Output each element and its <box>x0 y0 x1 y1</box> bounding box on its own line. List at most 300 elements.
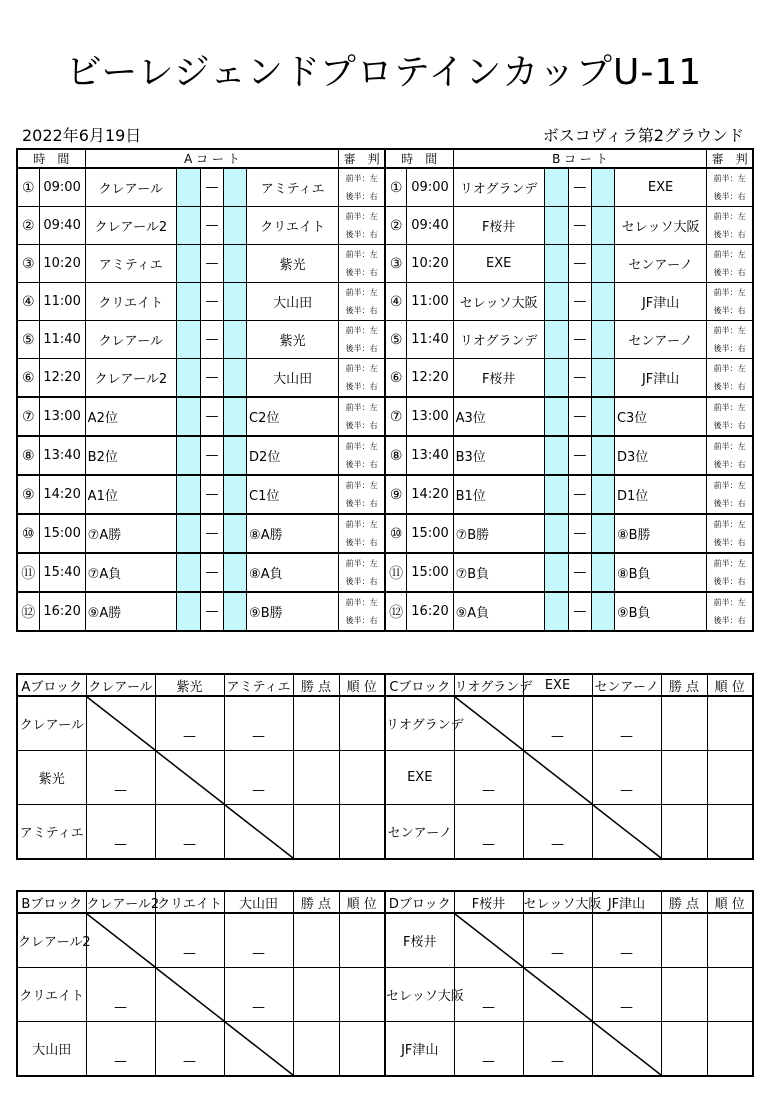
vs-dash: — <box>200 553 223 592</box>
block-name: Bブロック <box>17 891 86 913</box>
block-row <box>17 751 753 805</box>
match-number: ③ <box>385 245 407 283</box>
referee-second-half: 後半：右 <box>345 420 378 430</box>
match-row <box>17 436 753 475</box>
score-cell <box>591 592 614 631</box>
rank-cell <box>707 968 753 1022</box>
block-row <box>17 968 753 1022</box>
match-number: ⑪ <box>385 553 407 592</box>
court-a-team1: B2位 <box>85 436 176 475</box>
vs-dash: — <box>200 397 223 436</box>
score-cell <box>591 397 614 436</box>
referee-second-half: 後半：右 <box>713 498 746 508</box>
match-time-b: 10:20 <box>407 245 453 283</box>
result-cell: — <box>86 751 155 805</box>
block-row <box>17 696 753 751</box>
vs-dash: — <box>200 207 223 245</box>
court-b-team1: ⑦B負 <box>453 553 544 592</box>
block-name: Aブロック <box>17 674 86 696</box>
diagonal-cell <box>523 751 592 805</box>
referee-first-half: 前半：左 <box>345 173 378 183</box>
referee-first-half: 前半：左 <box>345 519 378 529</box>
referee-second-half: 後半：右 <box>713 537 746 547</box>
court-a-team2: 紫光 <box>247 245 339 283</box>
schedule-header-row <box>17 149 753 168</box>
match-time-b: 13:00 <box>407 397 453 436</box>
score-cell <box>176 475 200 514</box>
score-cell <box>224 168 247 207</box>
vs-dash: — <box>568 245 591 283</box>
score-cell <box>176 592 200 631</box>
referee-first-half: 前半：左 <box>713 597 746 607</box>
referee-first-half: 前半：左 <box>345 287 378 297</box>
result-cell: — <box>592 751 661 805</box>
referee-second-half: 後半：右 <box>345 229 378 239</box>
referee-second-half: 後半：右 <box>345 381 378 391</box>
referee-second-half: 後半：右 <box>345 576 378 586</box>
score-cell <box>176 245 200 283</box>
points-cell <box>293 696 339 751</box>
result-cell: — <box>224 696 293 751</box>
match-time-b: 11:40 <box>407 321 453 359</box>
block-row-team: クレアール <box>17 696 86 751</box>
result-cell: — <box>155 913 224 968</box>
points-cell <box>661 1022 707 1077</box>
vs-dash: — <box>200 475 223 514</box>
referee-cell <box>339 207 385 245</box>
referee-first-half: 前半：左 <box>713 173 746 183</box>
referee-cell <box>339 359 385 398</box>
score-cell <box>176 283 200 321</box>
match-number: ② <box>385 207 407 245</box>
score-cell <box>224 553 247 592</box>
vs-dash: — <box>568 283 591 321</box>
block-col-team: クリエイト <box>155 891 224 913</box>
referee-cell <box>707 514 753 553</box>
result-cell: — <box>592 696 661 751</box>
court-a-team2: 大山田 <box>247 359 339 398</box>
result-cell: — <box>224 913 293 968</box>
court-b-team1: EXE <box>453 245 544 283</box>
court-b-team1: リオグランデ <box>453 321 544 359</box>
score-cell <box>544 245 568 283</box>
match-row <box>17 553 753 592</box>
block-row-team: F桜井 <box>385 913 454 968</box>
court-b-team2: センアーノ <box>614 245 706 283</box>
referee-second-half: 後半：右 <box>713 305 746 315</box>
match-time-b: 16:20 <box>407 592 453 631</box>
block-col-team: クレアール2 <box>86 891 155 913</box>
rank-cell <box>707 1022 753 1077</box>
score-cell <box>591 168 614 207</box>
match-number: ⑫ <box>385 592 407 631</box>
diagonal-cell <box>224 1022 293 1077</box>
result-cell: — <box>86 805 155 860</box>
court-b-header: B コ ー ト <box>453 149 707 168</box>
result-cell: — <box>86 1022 155 1077</box>
block-row-team: センアーノ <box>385 805 454 860</box>
court-a-team1: クレアール <box>85 321 176 359</box>
match-number: ④ <box>17 283 39 321</box>
block-col-team: F桜井 <box>454 891 523 913</box>
score-cell <box>224 436 247 475</box>
score-cell <box>544 592 568 631</box>
referee-cell <box>339 283 385 321</box>
referee-cell <box>707 283 753 321</box>
referee-second-half: 後半：右 <box>713 615 746 625</box>
referee-second-half: 後半：右 <box>713 576 746 586</box>
court-b-team2: JF津山 <box>614 359 706 398</box>
score-cell <box>544 321 568 359</box>
match-number: ② <box>17 207 39 245</box>
points-cell <box>661 696 707 751</box>
referee-second-half: 後半：右 <box>345 305 378 315</box>
score-cell <box>176 168 200 207</box>
referee-header: 審 判 <box>707 149 753 168</box>
match-row <box>17 359 753 398</box>
rank-header: 順 位 <box>707 674 753 696</box>
referee-cell <box>339 397 385 436</box>
vs-dash: — <box>568 475 591 514</box>
block-col-team: EXE <box>523 674 592 696</box>
score-cell <box>544 207 568 245</box>
match-number: ③ <box>17 245 39 283</box>
block-name: Cブロック <box>385 674 454 696</box>
block-header-row <box>17 674 753 696</box>
block-col-team: リオグランデ <box>454 674 523 696</box>
score-cell <box>224 207 247 245</box>
score-cell <box>591 514 614 553</box>
court-b-team1: ⑦B勝 <box>453 514 544 553</box>
vs-dash: — <box>200 321 223 359</box>
result-cell: — <box>454 805 523 860</box>
vs-dash: — <box>200 245 223 283</box>
referee-first-half: 前半：左 <box>713 519 746 529</box>
referee-first-half: 前半：左 <box>345 363 378 373</box>
referee-cell <box>707 553 753 592</box>
diagonal-cell <box>86 913 155 968</box>
referee-cell <box>339 592 385 631</box>
court-a-header: A コ ー ト <box>85 149 339 168</box>
block-name: Dブロック <box>385 891 454 913</box>
result-cell: — <box>592 913 661 968</box>
block-row-team: セレッソ大阪 <box>385 968 454 1022</box>
score-cell <box>176 397 200 436</box>
block-row-team: 紫光 <box>17 751 86 805</box>
court-b-team2: ⑨B負 <box>614 592 706 631</box>
vs-dash: — <box>568 359 591 398</box>
court-a-team1: ⑦A勝 <box>85 514 176 553</box>
result-cell: — <box>523 805 592 860</box>
court-b-team2: D1位 <box>614 475 706 514</box>
court-b-team1: B3位 <box>453 436 544 475</box>
court-b-team2: ⑧B勝 <box>614 514 706 553</box>
referee-second-half: 後半：右 <box>713 343 746 353</box>
referee-first-half: 前半：左 <box>345 597 378 607</box>
points-header: 勝 点 <box>293 891 339 913</box>
match-number: ① <box>385 168 407 207</box>
match-row <box>17 592 753 631</box>
score-cell <box>176 321 200 359</box>
court-a-team1: ⑦A負 <box>85 553 176 592</box>
diagonal-cell <box>592 805 661 860</box>
score-cell <box>176 436 200 475</box>
court-b-team1: B1位 <box>453 475 544 514</box>
referee-cell <box>707 207 753 245</box>
court-a-team1: クリエイト <box>85 283 176 321</box>
court-a-team2: ⑧A勝 <box>247 514 339 553</box>
referee-second-half: 後半：右 <box>713 191 746 201</box>
result-cell: — <box>86 968 155 1022</box>
points-header: 勝 点 <box>661 674 707 696</box>
points-cell <box>661 805 707 860</box>
vs-dash: — <box>568 321 591 359</box>
block-row-team: クリエイト <box>17 968 86 1022</box>
referee-cell <box>707 475 753 514</box>
block-row-team: JF津山 <box>385 1022 454 1077</box>
match-row <box>17 168 753 207</box>
score-cell <box>176 359 200 398</box>
block-row-team: アミティエ <box>17 805 86 860</box>
match-time-a: 13:00 <box>39 397 85 436</box>
score-cell <box>591 321 614 359</box>
result-cell: — <box>454 968 523 1022</box>
points-cell <box>293 913 339 968</box>
referee-cell <box>707 436 753 475</box>
court-b-team1: F桜井 <box>453 359 544 398</box>
referee-second-half: 後半：右 <box>345 191 378 201</box>
rank-cell <box>339 696 385 751</box>
match-row <box>17 321 753 359</box>
court-a-team2: アミティエ <box>247 168 339 207</box>
referee-cell <box>339 321 385 359</box>
vs-dash: — <box>568 207 591 245</box>
time-header: 時 間 <box>17 149 85 168</box>
referee-second-half: 後半：右 <box>345 498 378 508</box>
match-time-a: 09:40 <box>39 207 85 245</box>
court-b-team1: F桜井 <box>453 207 544 245</box>
vs-dash: — <box>568 553 591 592</box>
match-number: ⑧ <box>385 436 407 475</box>
court-a-team1: ⑨A勝 <box>85 592 176 631</box>
result-cell: — <box>155 805 224 860</box>
result-cell: — <box>224 968 293 1022</box>
court-b-team1: ⑨A負 <box>453 592 544 631</box>
referee-first-half: 前半：左 <box>713 441 746 451</box>
vs-dash: — <box>568 397 591 436</box>
score-cell <box>544 475 568 514</box>
page-title: ビーレジェンドプロテインカップU-11 <box>65 52 703 93</box>
court-b-team2: センアーノ <box>614 321 706 359</box>
referee-cell <box>339 436 385 475</box>
block-row-team: クレアール2 <box>17 913 86 968</box>
match-number: ⑫ <box>17 592 39 631</box>
venue-name: ボスコヴィラ第2グラウンド <box>542 126 744 145</box>
vs-dash: — <box>200 592 223 631</box>
diagonal-cell <box>592 1022 661 1077</box>
court-b-team2: セレッソ大阪 <box>614 207 706 245</box>
score-cell <box>544 168 568 207</box>
score-cell <box>224 592 247 631</box>
result-cell: — <box>155 696 224 751</box>
score-cell <box>591 475 614 514</box>
referee-cell <box>707 397 753 436</box>
match-time-a: 10:20 <box>39 245 85 283</box>
referee-cell <box>339 245 385 283</box>
schedule-table <box>16 148 754 632</box>
referee-cell <box>707 359 753 398</box>
match-time-a: 16:20 <box>39 592 85 631</box>
block-header-row <box>17 891 753 913</box>
referee-first-half: 前半：左 <box>713 249 746 259</box>
referee-second-half: 後半：右 <box>713 229 746 239</box>
referee-header: 審 判 <box>339 149 385 168</box>
diagonal-cell <box>523 968 592 1022</box>
referee-second-half: 後半：右 <box>345 615 378 625</box>
court-b-team1: A3位 <box>453 397 544 436</box>
match-time-a: 13:40 <box>39 436 85 475</box>
court-a-team2: D2位 <box>247 436 339 475</box>
referee-first-half: 前半：左 <box>713 325 746 335</box>
court-b-team2: JF津山 <box>614 283 706 321</box>
court-a-team2: ⑨B勝 <box>247 592 339 631</box>
match-time-b: 09:00 <box>407 168 453 207</box>
match-time-a: 15:00 <box>39 514 85 553</box>
match-number: ⑥ <box>17 359 39 398</box>
score-cell <box>176 207 200 245</box>
block-col-team: アミティエ <box>224 674 293 696</box>
block-row <box>17 1022 753 1077</box>
block-col-team: JF津山 <box>592 891 661 913</box>
block-col-team: 大山田 <box>224 891 293 913</box>
rank-cell <box>339 751 385 805</box>
block-row <box>17 805 753 860</box>
block-col-team: 紫光 <box>155 674 224 696</box>
score-cell <box>224 359 247 398</box>
match-time-a: 12:20 <box>39 359 85 398</box>
court-a-team2: クリエイト <box>247 207 339 245</box>
result-cell: — <box>523 696 592 751</box>
match-row <box>17 475 753 514</box>
points-cell <box>661 913 707 968</box>
rank-cell <box>339 968 385 1022</box>
match-row <box>17 207 753 245</box>
referee-cell <box>339 514 385 553</box>
court-b-team2: D3位 <box>614 436 706 475</box>
match-time-b: 14:20 <box>407 475 453 514</box>
block-row <box>17 913 753 968</box>
rank-header: 順 位 <box>707 891 753 913</box>
referee-first-half: 前半：左 <box>345 325 378 335</box>
vs-dash: — <box>568 168 591 207</box>
points-cell <box>661 968 707 1022</box>
points-cell <box>293 968 339 1022</box>
rank-header: 順 位 <box>339 891 385 913</box>
rank-cell <box>707 696 753 751</box>
points-cell <box>293 751 339 805</box>
score-cell <box>591 245 614 283</box>
vs-dash: — <box>568 592 591 631</box>
diagonal-cell <box>454 913 523 968</box>
event-date: 2022年6月19日 <box>22 126 142 145</box>
match-time-b: 15:00 <box>407 514 453 553</box>
score-cell <box>224 245 247 283</box>
score-cell <box>224 475 247 514</box>
vs-dash: — <box>200 359 223 398</box>
referee-first-half: 前半：左 <box>713 211 746 221</box>
court-a-team1: クレアール2 <box>85 207 176 245</box>
block-table-bottom <box>16 890 754 1077</box>
score-cell <box>544 397 568 436</box>
rank-cell <box>339 805 385 860</box>
referee-first-half: 前半：左 <box>345 558 378 568</box>
referee-second-half: 後半：右 <box>713 381 746 391</box>
score-cell <box>224 321 247 359</box>
match-number: ⑦ <box>17 397 39 436</box>
rank-cell <box>707 805 753 860</box>
referee-second-half: 後半：右 <box>713 420 746 430</box>
match-number: ⑦ <box>385 397 407 436</box>
match-time-b: 09:40 <box>407 207 453 245</box>
score-cell <box>544 436 568 475</box>
match-time-b: 12:20 <box>407 359 453 398</box>
score-cell <box>176 514 200 553</box>
match-number: ⑨ <box>385 475 407 514</box>
rank-cell <box>339 913 385 968</box>
court-a-team1: A2位 <box>85 397 176 436</box>
points-header: 勝 点 <box>661 891 707 913</box>
block-row-team: EXE <box>385 751 454 805</box>
points-cell <box>293 805 339 860</box>
court-a-team1: クレアール <box>85 168 176 207</box>
score-cell <box>544 514 568 553</box>
score-cell <box>591 207 614 245</box>
block-col-team: クレアール <box>86 674 155 696</box>
match-row <box>17 245 753 283</box>
referee-first-half: 前半：左 <box>345 402 378 412</box>
referee-second-half: 後半：右 <box>345 459 378 469</box>
vs-dash: — <box>200 436 223 475</box>
vs-dash: — <box>200 168 223 207</box>
time-header: 時 間 <box>385 149 453 168</box>
match-time-a: 09:00 <box>39 168 85 207</box>
court-a-team1: アミティエ <box>85 245 176 283</box>
court-a-team2: C2位 <box>247 397 339 436</box>
vs-dash: — <box>200 283 223 321</box>
result-cell: — <box>523 1022 592 1077</box>
match-time-b: 11:00 <box>407 283 453 321</box>
match-number: ⑨ <box>17 475 39 514</box>
block-col-team: センアーノ <box>592 674 661 696</box>
rank-cell <box>707 751 753 805</box>
referee-cell <box>707 168 753 207</box>
block-table-top <box>16 673 754 860</box>
block-row-team: リオグランデ <box>385 696 454 751</box>
referee-second-half: 後半：右 <box>713 459 746 469</box>
result-cell: — <box>224 751 293 805</box>
diagonal-cell <box>155 751 224 805</box>
referee-cell <box>339 553 385 592</box>
referee-cell <box>339 475 385 514</box>
court-a-team1: A1位 <box>85 475 176 514</box>
referee-second-half: 後半：右 <box>345 343 378 353</box>
court-b-team1: リオグランデ <box>453 168 544 207</box>
referee-second-half: 後半：右 <box>713 267 746 277</box>
block-col-team: セレッソ大阪 <box>523 891 592 913</box>
vs-dash: — <box>568 436 591 475</box>
match-row <box>17 397 753 436</box>
referee-first-half: 前半：左 <box>345 480 378 490</box>
